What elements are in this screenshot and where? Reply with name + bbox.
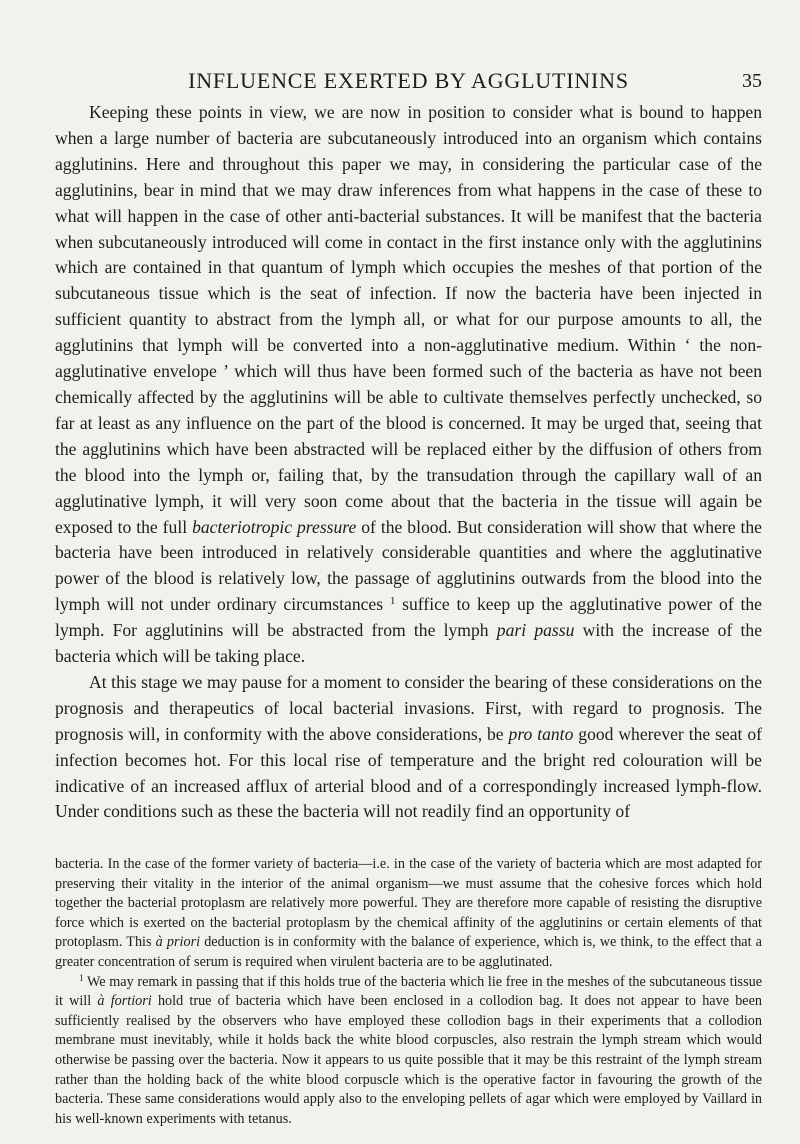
footnotes — [55, 855, 762, 1129]
paragraph-2-text-a: At this stage we may pause for a moment to consider the bearing of these considerations on the prognosis and therapeutics of local bacterial invasions. First, with regard to prognosis. The prognosis will, in conformity with the above considerations, be — [55, 671, 762, 744]
footnote-continuation-text-a: bacteria. In the case of the former variety of bacteria—i.e. in the case of the variety of bacteria which are most adapted for preserving their vitality in the interior of the animal organism—we must assume that the cohesive forces which hold together the bacterial protoplasm are relatively more powerful. They are therefore more capable of resisting the disruptive force which is exerted on the bacterial protoplasm by the chemical affinity of the agglutinins or certain elements of that protoplasm. This — [55, 856, 762, 951]
footnote-reference: 1 — [389, 595, 396, 608]
paragraph-2 — [55, 670, 762, 825]
paragraph-1-italic-bacteriotropic: bacteriotropic pressure — [192, 516, 357, 537]
footnote-continuation-text-b: deduction is in conformity with the balance of experience, which is, we think, to the effect that a greater concentration of serum is required when virulent bacteria are to be agglutinated. — [55, 934, 762, 970]
paragraph-2-italic-pro-tanto: pro tanto — [508, 723, 574, 744]
paragraph-1-italic-pari-passu: pari passu — [496, 620, 575, 641]
footnote-1 — [55, 973, 762, 1130]
paragraph-1 — [55, 100, 762, 670]
paragraph-1-text-a: Keeping these points in view, we are now in position to consider what is bound to happen when a large number of bacteria are subcutaneously introduced into an organism which contains agglutinins. Here and throughout this paper we may, in considering the particular case of the agglutinins, bear in mind that we may draw inferences from what happens in the case of these to what will happen in the case of other anti-bacterial substances. It will be manifest that the bacteria when subcutaneously introduced will come in contact in the first instance only with the agglutinins which are contained in that quantum of lymph which occupies the meshes of that portion of the subcutaneous tissue which is the seat of infection. If now the bacteria have been injected in sufficient quantity to abstract from the lymph all, or what for our purpose amounts to all, the agglutinins that lymph will be converted into a non-agglutinative medium. Within ‘ the non-agglutinative envelope ’ which will thus have been formed such of the bacteria as have not been chemically affected by the agglutinins will be able to cultivate themselves perfectly unchecked, so far at least as any influence on the part of the blood is concerned. It may be urged that, seeing that the agglutinins which have been abstracted will be replaced either by the diffusion of others from the blood into the lymph or, failing that, by the transudation through the capillary wall of an agglutinative lymph, it will very soon come about that the bacteria in the tissue will again be exposed to the full — [55, 102, 762, 537]
paragraph-2-text-b: good wherever the seat of infection becomes hot. For this local rise of temperature and the bright red colouration will be indicative of an increased afflux of arterial blood and of a correspondingly increased lymph-flow. Under conditions such as these the bacteria will not readily find an opportunity of — [55, 723, 762, 822]
footnote-1-text-b: hold true of bacteria which have been enclosed in a collodion bag. It does not appear to have been sufficiently realised by the observers who have employed these collodion bags in their experiments that a collodion membrane must inevitably, while it holds back the white blood corpuscles, also restrain the lymph stream which would otherwise be passing over the bacteria. Now it appears to us quite possible that it may be this restraint of the lymph stream rather than the holding back of the white blood corpuscle which is the operative factor in favouring the growth of the bacteria. These same considerations would apply also to the enveloping pellets of agar which were employed by Vaillard in his well-known experiments with tetanus. — [55, 993, 762, 1127]
paragraph-1-text-b: of the blood. But consideration will show that where the bacteria have been introduced in relatively considerable quantities and where the agglutinative power of the blood is relatively low, the passage of agglutinins outwards from the blood into the lymph will not under ordinary circumstances — [55, 516, 762, 615]
footnote-1-text-a: We may remark in passing that if this holds true of the bacteria which lie free in the meshes of the subcutaneous tissue it will — [55, 973, 762, 1010]
footnote-continuation-italic-a-priori: à priori — [155, 934, 201, 951]
page-number: 35 — [742, 70, 762, 92]
running-title: INFLUENCE EXERTED BY AGGLUTININS — [188, 68, 629, 93]
footnote-continuation — [55, 855, 762, 973]
running-head — [55, 68, 762, 98]
paragraph-1-text-d: with the increase of the bacteria which will be taking place. — [55, 620, 762, 667]
footnote-1-italic-a-fortiori: à fortiori — [97, 993, 152, 1010]
footnote-1-marker: 1 — [79, 972, 84, 983]
body-text — [55, 100, 762, 825]
paragraph-1-text-c: suffice to keep up the agglutinative power of the lymph. For agglutinins will be abstracted from the lymph — [55, 594, 762, 641]
